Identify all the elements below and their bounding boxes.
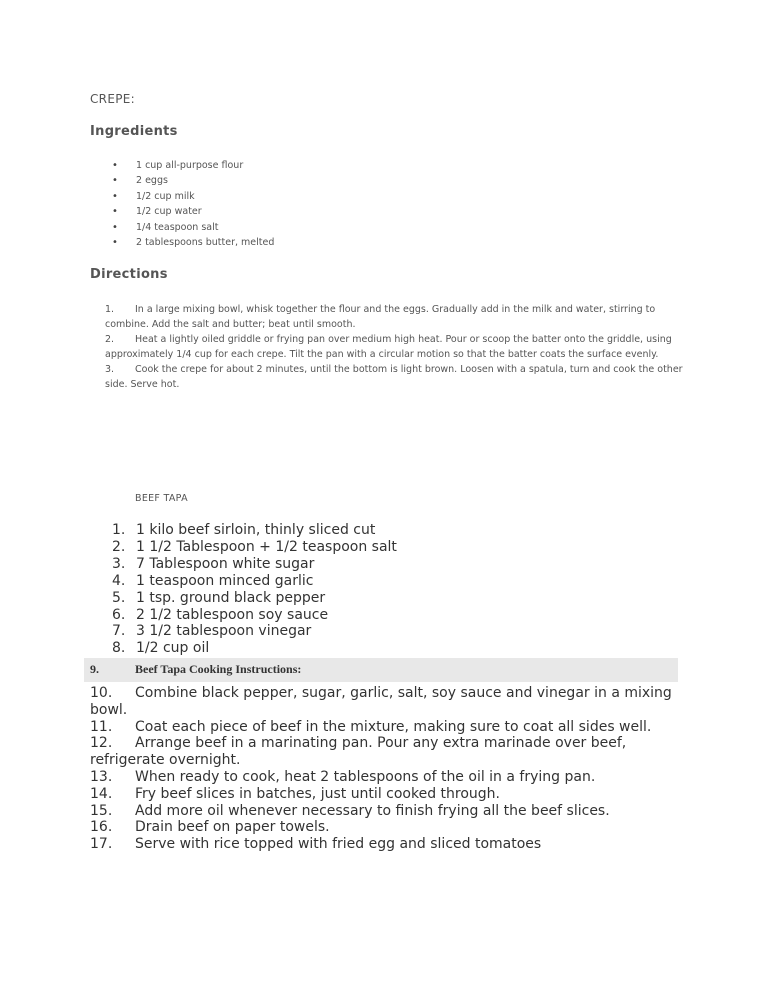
item-text: 1/2 cup oil: [136, 640, 210, 657]
item-text: 1 teaspoon minced garlic: [136, 572, 314, 589]
list-item: [90, 819, 680, 836]
step-number: 15.: [90, 802, 113, 819]
beef-tapa-ingredients-list: [90, 522, 397, 657]
list-item: [90, 573, 397, 590]
step-number: 3.: [105, 364, 115, 375]
item-text: 2 1/2 tablespoon soy sauce: [136, 606, 329, 623]
step-number: 16.: [90, 819, 113, 836]
list-item: [90, 836, 680, 853]
list-item: • 2 eggs: [112, 173, 274, 188]
item-text: 3 1/2 tablespoon vinegar: [136, 623, 312, 640]
list-item: [105, 362, 685, 392]
list-item: [90, 522, 397, 539]
list-item: • 1/4 teaspoon salt: [112, 220, 274, 235]
list-item: [90, 769, 680, 786]
list-item: [90, 735, 680, 769]
ingredients-heading: Ingredients: [90, 124, 178, 139]
list-item: • 1/2 cup milk: [112, 189, 274, 204]
beef-tapa-title: BEEF TAPA: [135, 493, 188, 504]
step-number: 11.: [90, 718, 113, 735]
item-number: 7.: [112, 623, 126, 640]
step-text: Heat a lightly oiled griddle or frying pan over medium high heat. Pour or scoop the batter onto the griddle, using approximately 1/4 cup for each crepe. Tilt the pan with a circular motion so that the batter coats the surface evenly.: [105, 334, 672, 360]
item-number: 8.: [112, 640, 126, 657]
step-text: Combine black pepper, sugar, garlic, salt, soy sauce and vinegar in a mixing bowl.: [90, 685, 672, 718]
step-text: Cook the crepe for about 2 minutes, until the bottom is light brown. Loosen with a spatula, turn and cook the other side. Serve hot.: [105, 364, 683, 390]
step-text: Fry beef slices in batches, just until cooked through.: [135, 785, 500, 802]
item-text: 1 1/2 Tablespoon + 1/2 teaspoon salt: [136, 538, 397, 555]
crepe-title: CREPE:: [90, 92, 135, 106]
item-number: 2.: [112, 538, 126, 555]
beef-tapa-steps-list: [90, 685, 680, 853]
step-text: Serve with rice topped with fried egg and sliced tomatoes: [135, 836, 542, 853]
list-item: [90, 786, 680, 803]
cooking-instructions-heading: [84, 658, 678, 682]
step-number: 14.: [90, 785, 113, 802]
list-item: • 2 tablespoons butter, melted: [112, 235, 274, 250]
list-item: • 1 cup all-purpose flour: [112, 158, 274, 173]
step-text: Drain beef on paper towels.: [135, 819, 330, 836]
item-text: 1 kilo beef sirloin, thinly sliced cut: [136, 522, 376, 538]
list-item: [90, 556, 397, 573]
crepe-directions-list: [105, 302, 685, 392]
step-text: In a large mixing bowl, whisk together the flour and the eggs. Gradually add in the milk and water, stirring to combine. Add the salt and butter; beat until smooth.: [105, 304, 656, 330]
step-number: 12.: [90, 735, 113, 752]
item-text: 7 Tablespoon white sugar: [136, 555, 315, 572]
step-text: When ready to cook, heat 2 tablespoons of the oil in a frying pan.: [135, 768, 596, 785]
list-item: [90, 803, 680, 820]
step-number: 2.: [105, 334, 115, 345]
heading-number: 9.: [90, 662, 99, 676]
step-number: 13.: [90, 768, 113, 785]
step-number: 17.: [90, 836, 113, 853]
item-text: 1 tsp. ground black pepper: [136, 589, 326, 606]
list-item: [90, 685, 680, 719]
item-number: 3.: [112, 555, 126, 572]
step-text: Arrange beef in a marinating pan. Pour any extra marinade over beef, refrigerate overnight.: [90, 735, 627, 769]
list-item: [90, 590, 397, 607]
item-number: 4.: [112, 572, 126, 589]
crepe-ingredients-list: [112, 158, 274, 250]
list-item: [90, 539, 397, 556]
item-number: 1.: [112, 522, 126, 538]
heading-text: Beef Tapa Cooking Instructions:: [135, 662, 302, 676]
step-number: 1.: [105, 304, 115, 315]
list-item: [90, 719, 680, 736]
list-item: [90, 623, 397, 640]
step-text: Coat each piece of beef in the mixture, making sure to coat all sides well.: [135, 718, 652, 735]
list-item: [90, 607, 397, 624]
item-number: 6.: [112, 606, 126, 623]
directions-heading: Directions: [90, 267, 168, 282]
list-item: • 1/2 cup water: [112, 204, 274, 219]
item-number: 5.: [112, 589, 126, 606]
list-item: [105, 332, 685, 362]
list-item: [105, 302, 685, 332]
list-item: [90, 640, 397, 657]
step-number: 10.: [90, 685, 113, 701]
step-text: Add more oil whenever necessary to finish frying all the beef slices.: [135, 802, 610, 819]
